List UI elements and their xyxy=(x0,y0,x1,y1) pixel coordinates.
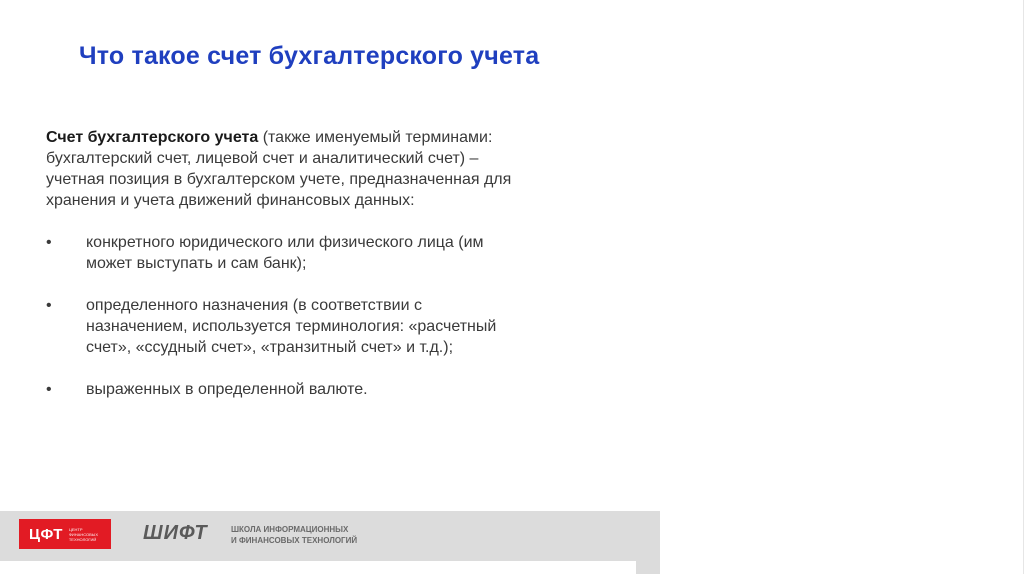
intro-term: Счет бухгалтерского учета xyxy=(46,129,259,146)
school-name-line1: ШКОЛА ИНФОРМАЦИОННЫХ xyxy=(231,525,349,534)
list-item-text: выраженных в определенной валюте. xyxy=(86,381,368,398)
list-item xyxy=(46,379,516,400)
school-name-line2: И ФИНАНСОВЫХ ТЕХНОЛОГИЙ xyxy=(231,536,358,545)
cft-logo xyxy=(19,519,111,549)
list-item-text: определенного назначения (в соответствии с назначением, используется терминология: «расчетный счет», «ссудный счет», «транзитный счет» и т.д.); xyxy=(86,297,497,356)
shift-logo: ШИФТ xyxy=(143,522,208,544)
slide-title: Что такое счет бухгалтерского учета xyxy=(79,42,540,70)
bullet-list xyxy=(46,232,516,400)
bullet-icon: • xyxy=(46,234,52,251)
list-item xyxy=(46,232,516,274)
cft-logo-text: ЦФТ xyxy=(29,525,63,543)
cft-logo-subtext: ЦЕНТР ФИНАНСОВЫХ ТЕХНОЛОГИЙ xyxy=(68,526,99,542)
school-name xyxy=(231,524,357,546)
intro-definition: (также именуемый терминами: бухгалтерский счет, лицевой счет и аналитический счет) – учетная позиция в бухгалтерском учете, предназначенная для хранения и учета движений финансовых данных: xyxy=(46,129,512,209)
footer-band-tail xyxy=(636,538,660,574)
intro-paragraph xyxy=(46,127,516,211)
bullet-icon: • xyxy=(46,297,52,314)
list-item xyxy=(46,295,516,358)
bullet-icon: • xyxy=(46,381,52,398)
slide-body xyxy=(46,127,516,421)
list-item-text: конкретного юридического или физического лица (им может выступать и сам банк); xyxy=(86,234,484,272)
